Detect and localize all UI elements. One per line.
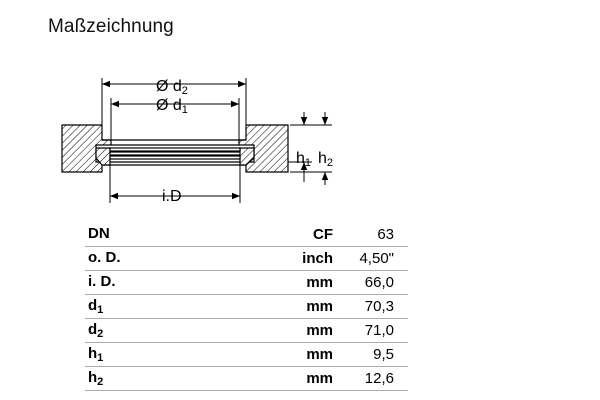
row-symbol: $h_1$ <box>85 343 208 367</box>
table-row <box>85 343 408 367</box>
row-symbol: DN <box>85 223 208 247</box>
row-unit: CF <box>208 223 333 247</box>
row-unit: mm <box>208 367 333 391</box>
flange-section <box>62 125 288 172</box>
row-value: 9,5 <box>333 343 408 367</box>
row-symbol: o. D. <box>85 247 208 271</box>
table-row <box>85 271 408 295</box>
label-d2: Ø d2 <box>156 78 188 97</box>
row-value: 63 <box>333 223 408 247</box>
table-row <box>85 319 408 343</box>
table-row <box>85 247 408 271</box>
table-row <box>85 223 408 247</box>
row-symbol: $h_2$ <box>85 367 208 391</box>
row-symbol: $d_2$ <box>85 319 208 343</box>
table-row <box>85 295 408 319</box>
row-unit: inch <box>208 247 333 271</box>
row-unit: mm <box>208 271 333 295</box>
row-value: 70,3 <box>333 295 408 319</box>
label-h2: h2 <box>318 150 334 169</box>
row-value: 12,6 <box>333 367 408 391</box>
row-value: 71,0 <box>333 319 408 343</box>
row-unit: mm <box>208 295 333 319</box>
label-id: i.D <box>162 188 182 205</box>
row-unit: mm <box>208 319 333 343</box>
label-h1: h1 <box>296 150 312 169</box>
row-value: 66,0 <box>333 271 408 295</box>
table-row <box>85 367 408 391</box>
row-value: 4,50" <box>333 247 408 271</box>
row-symbol: i. D. <box>85 271 208 295</box>
row-symbol: $d_1$ <box>85 295 208 319</box>
row-unit: mm <box>208 343 333 367</box>
label-d1: Ø d1 <box>156 97 188 116</box>
page-title: Maßzeichnung <box>48 16 174 37</box>
spec-table <box>85 223 408 391</box>
